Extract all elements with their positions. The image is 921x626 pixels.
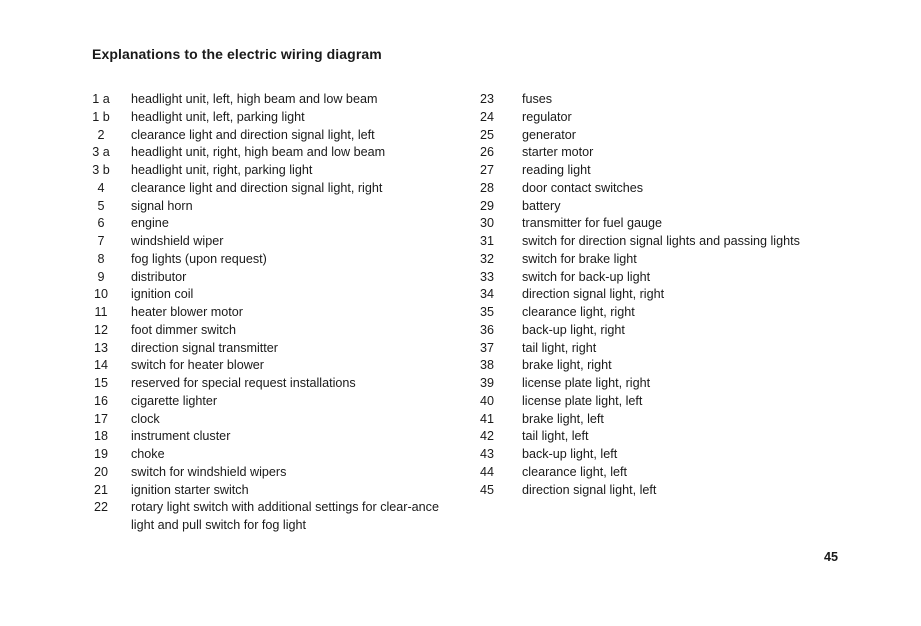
item-number: 6 [97, 216, 105, 231]
item-number: 3 b [92, 163, 110, 177]
legend-item [90, 286, 460, 304]
legend-item [90, 109, 460, 127]
legend-item [90, 127, 460, 145]
item-text: clock [131, 411, 160, 426]
item-text: license plate light, right [522, 376, 651, 390]
item-number: 1 b [92, 109, 110, 124]
legend-item [90, 393, 460, 411]
item-text: signal horn [131, 198, 193, 213]
legend-item [90, 446, 460, 464]
item-text: clearance light and direction signal light, right [131, 180, 383, 195]
legend-item [90, 482, 460, 500]
item-number: 11 [94, 305, 108, 319]
legend-item [480, 428, 850, 446]
item-number: 38 [480, 358, 495, 373]
legend-item [480, 127, 850, 145]
item-text: distributor [131, 269, 187, 284]
item-text: switch for heater blower [131, 358, 264, 373]
legend-item [480, 375, 850, 393]
item-number: 4 [97, 180, 105, 195]
item-number: 7 [97, 234, 105, 248]
legend-item [90, 411, 460, 429]
item-number: 21 [93, 482, 108, 497]
item-text: fog lights (upon request) [131, 251, 267, 266]
item-text: ignition coil [131, 287, 194, 302]
item-text: reserved for special request installations [131, 376, 356, 390]
legend-item [90, 215, 460, 233]
item-number: 20 [93, 464, 108, 479]
item-text: choke [131, 447, 165, 461]
item-number: 19 [93, 447, 108, 461]
item-number: 42 [480, 429, 495, 444]
item-number: 13 [93, 340, 108, 355]
legend-item [480, 340, 850, 358]
item-text: generator [522, 127, 576, 142]
item-number: 2 [97, 127, 105, 142]
legend-item [480, 144, 850, 162]
legend-item [90, 304, 460, 322]
item-number: 16 [93, 393, 108, 408]
legend-item [90, 91, 460, 109]
item-text: direction signal light, right [522, 287, 665, 302]
legend-item [480, 198, 850, 216]
item-number: 30 [480, 216, 495, 231]
legend-item [480, 411, 850, 429]
legend-item [90, 269, 460, 287]
item-number: 3 a [92, 145, 110, 160]
item-number: 22 [93, 500, 108, 515]
legend-item [90, 464, 460, 482]
item-number: 34 [480, 287, 495, 302]
legend-item [480, 162, 850, 180]
item-text: clearance light, left [522, 464, 628, 479]
item-number: 15 [93, 376, 108, 390]
legend-item [90, 162, 460, 180]
item-number: 23 [480, 92, 495, 106]
item-number: 14 [93, 358, 108, 373]
item-number: 45 [480, 482, 495, 497]
item-number: 32 [480, 251, 495, 266]
item-text: engine [131, 216, 169, 231]
item-text: heater blower motor [131, 305, 243, 319]
item-text: cigarette lighter [131, 393, 218, 408]
item-text: battery [522, 198, 561, 213]
item-number: 31 [480, 234, 495, 248]
item-number: 5 [97, 198, 105, 213]
item-number: 17 [93, 411, 108, 426]
item-text: switch for direction signal lights and passing lights [522, 234, 800, 248]
item-text: windshield wiper [131, 234, 224, 248]
item-text: license plate light, left [522, 393, 643, 408]
item-text: fuses [522, 92, 553, 106]
legend-item [480, 446, 850, 464]
item-number: 36 [480, 322, 495, 337]
item-number: 1 a [92, 92, 110, 106]
legend-item [480, 251, 850, 269]
item-text: instrument cluster [131, 429, 231, 444]
item-number: 24 [480, 109, 495, 124]
legend-item [90, 233, 460, 251]
legend-item [90, 340, 460, 358]
item-text: switch for windshield wipers [131, 464, 287, 479]
legend-item [90, 428, 460, 446]
item-text: starter motor [522, 145, 594, 160]
item-text: tail light, right [522, 340, 597, 355]
item-text: headlight unit, left, parking light [131, 109, 305, 124]
legend-list-left [90, 91, 460, 535]
legend-list-right [480, 91, 850, 499]
item-number: 37 [480, 340, 495, 355]
item-number: 18 [93, 429, 108, 444]
item-number: 41 [480, 411, 495, 426]
item-text: direction signal light, left [522, 482, 657, 497]
legend-item [480, 286, 850, 304]
item-text: clearance light, right [522, 305, 635, 319]
legend-item [90, 322, 460, 340]
item-number: 39 [480, 376, 495, 390]
item-number: 43 [480, 447, 495, 461]
item-number: 28 [480, 180, 495, 195]
legend-item [90, 198, 460, 216]
item-number: 12 [93, 322, 108, 337]
item-text: rotary light switch with additional settings for clear-ance light and pull switch for fog light [131, 500, 439, 532]
item-text: back-up light, left [522, 447, 618, 461]
item-text: headlight unit, right, parking light [131, 163, 313, 177]
page-number: 45 [824, 550, 839, 564]
item-number: 44 [480, 464, 495, 479]
item-text: regulator [522, 109, 572, 124]
item-number: 25 [480, 127, 495, 142]
legend-item [480, 357, 850, 375]
item-text: direction signal transmitter [131, 340, 278, 355]
item-number: 27 [480, 163, 495, 177]
item-number: 40 [480, 393, 495, 408]
item-number: 35 [480, 305, 495, 319]
item-number: 9 [97, 269, 105, 284]
item-text: headlight unit, right, high beam and low beam [131, 145, 386, 160]
legend-item [480, 91, 850, 109]
legend-item [480, 322, 850, 340]
legend-item [480, 482, 850, 500]
legend-item [480, 233, 850, 251]
item-text: brake light, left [522, 411, 604, 426]
legend-item [90, 251, 460, 269]
legend-item [480, 393, 850, 411]
item-text: back-up light, right [522, 322, 625, 337]
item-text: switch for back-up light [522, 269, 651, 284]
item-text: transmitter for fuel gauge [522, 216, 663, 231]
legend-item [480, 180, 850, 198]
legend-item [480, 215, 850, 233]
legend-item [480, 304, 850, 322]
item-number: 29 [480, 198, 495, 213]
item-text: tail light, left [522, 429, 589, 444]
item-text: ignition starter switch [131, 482, 249, 497]
legend-item [90, 375, 460, 393]
item-number: 33 [480, 269, 495, 284]
item-number: 8 [97, 251, 105, 266]
item-text: clearance light and direction signal light, left [131, 127, 375, 142]
item-text: door contact switches [522, 180, 644, 195]
legend-item [90, 180, 460, 198]
legend-item [90, 499, 460, 535]
legend-item [90, 357, 460, 375]
item-number: 26 [480, 145, 495, 160]
legend-item [90, 144, 460, 162]
page-title: Explanations to the electric wiring diagram [92, 46, 382, 62]
item-text: headlight unit, left, high beam and low beam [131, 92, 378, 106]
item-text: reading light [522, 163, 591, 177]
legend-item [480, 109, 850, 127]
item-text: foot dimmer switch [131, 322, 236, 337]
legend-item [480, 269, 850, 287]
legend-item [480, 464, 850, 482]
item-number: 10 [93, 287, 108, 302]
item-text: brake light, right [522, 358, 612, 373]
item-text: switch for brake light [522, 251, 637, 266]
